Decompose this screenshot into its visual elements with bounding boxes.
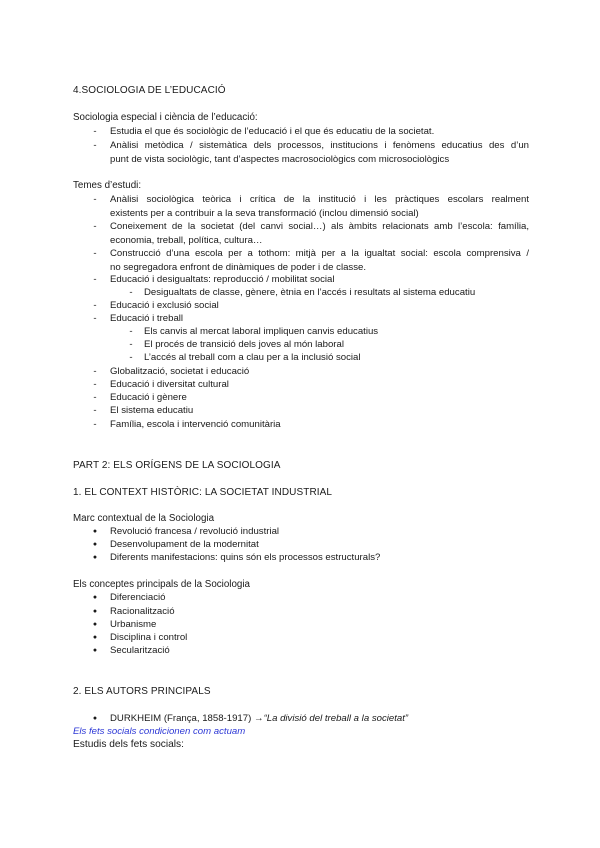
- bullet-marker: ●: [92, 634, 98, 641]
- list-item-text: Educació i diversitat cultural: [110, 379, 229, 390]
- list-item-text: Educació i gènere: [110, 392, 187, 403]
- bullet-marker: ●: [92, 594, 98, 601]
- dash-marker: -: [93, 248, 97, 259]
- bullet-marker: ●: [92, 621, 98, 628]
- bullet-marker: ●: [92, 715, 98, 722]
- section-subtitle: Sociologia especial i ciència de l’educació:: [73, 112, 258, 123]
- part-title: PART 2: ELS ORÍGENS DE LA SOCIOLOGIA: [73, 460, 281, 471]
- list-item-text: Secularització: [110, 645, 170, 656]
- dash-marker: -: [93, 221, 97, 232]
- dash-marker: -: [93, 419, 97, 430]
- list-item-text: Urbanisme: [110, 619, 157, 630]
- bullet-marker: ●: [92, 528, 98, 535]
- dash-marker: -: [93, 366, 97, 377]
- dash-marker: -: [93, 140, 97, 151]
- bullet-marker: ●: [92, 608, 98, 615]
- bullet-marker: ●: [92, 647, 98, 654]
- section-heading: 2. ELS AUTORS PRINCIPALS: [73, 686, 211, 697]
- dash-marker: -: [93, 405, 97, 416]
- list-item-text: Educació i desigualtats: reproducció / mobilitat social: [110, 274, 335, 285]
- author-name: DURKHEIM (França, 1858-1917): [110, 713, 252, 724]
- bullet-marker: ●: [92, 541, 98, 548]
- list-item-text: punt de vista sociològic, tant d’aspectes macrosociològics com microsociològics: [110, 154, 450, 165]
- sub-list-item-text: El procés de transició dels joves al món laboral: [144, 339, 344, 350]
- dash-marker: -: [93, 194, 97, 205]
- list-item-text: Construcció d’una escola per a tothom: mitjà per a la igualtat social: escola comprensiva /: [110, 248, 529, 259]
- marc-title: Marc contextual de la Sociologia: [73, 513, 215, 524]
- list-item-text: existents per a contribuir a la seva transformació (inclou dimensió social): [110, 208, 419, 219]
- list-item-text: economia, treball, política, cultura…: [110, 235, 263, 246]
- durkheim-line: [110, 712, 408, 725]
- dash-marker: -: [93, 300, 97, 311]
- dash-marker: -: [93, 392, 97, 403]
- conceptes-title: Els conceptes principals de la Sociologia: [73, 579, 250, 590]
- list-item-text: Anàlisi metòdica / sistemàtica dels processos, institucions i fenòmens educatius des d’un: [110, 140, 529, 151]
- dash-marker: -: [93, 379, 97, 390]
- list-item-text: Diferenciació: [110, 592, 166, 603]
- dash-marker: -: [93, 126, 97, 137]
- sub-list-item-text: Desigualtats de classe, gènere, ètnia en l’accés i resultats al sistema educatiu: [144, 287, 476, 298]
- list-item-text: Educació i exclusió social: [110, 300, 219, 311]
- temes-title: Temes d’estudi:: [73, 180, 142, 191]
- dash-marker: -: [129, 352, 133, 363]
- list-item-text: Globalització, societat i educació: [110, 366, 250, 377]
- blue-note: Els fets socials condicionen com actuam: [73, 726, 246, 737]
- list-item-text: Anàlisi sociològica teòrica i crítica de la institució i les pràctiques escolars realment: [110, 194, 529, 205]
- section-heading: 1. EL CONTEXT HISTÒRIC: LA SOCIETAT INDUSTRIAL: [73, 487, 333, 498]
- list-item-text: Coneixement de la societat (del canvi social…) als àmbits relacionats amb l’escola: família,: [110, 221, 529, 232]
- list-item-text: Disciplina i control: [110, 632, 188, 643]
- arrow-icon: →: [253, 713, 264, 724]
- dash-marker: -: [93, 274, 97, 285]
- list-item-text: El sistema educatiu: [110, 405, 194, 416]
- work-title: “La divisió del treball a la societat”: [263, 713, 409, 724]
- dash-marker: -: [129, 339, 133, 350]
- dash-marker: -: [129, 287, 133, 298]
- dash-marker: -: [129, 326, 133, 337]
- list-item-text: Desenvolupament de la modernitat: [110, 539, 259, 550]
- list-item-text: Revolució francesa / revolució industrial: [110, 526, 280, 537]
- list-item-text: no segregadora enfront de dinàmiques de poder i de classe.: [110, 262, 367, 273]
- estudis-title: Estudis dels fets socials:: [73, 739, 184, 750]
- list-item-text: Família, escola i intervenció comunitària: [110, 419, 281, 430]
- list-item-text: Estudia el que és sociològic de l’educació i el que és educatiu de la societat.: [110, 126, 435, 137]
- sub-list-item-text: L’accés al treball com a clau per a la inclusió social: [144, 352, 361, 363]
- dash-marker: -: [93, 313, 97, 324]
- sub-list-item-text: Els canvis al mercat laboral impliquen canvis educatius: [144, 326, 379, 337]
- section-title: 4.SOCIOLOGIA DE L’EDUCACIÓ: [73, 85, 226, 96]
- list-item-text: Educació i treball: [110, 313, 184, 324]
- bullet-marker: ●: [92, 554, 98, 561]
- list-item-text: Racionalització: [110, 606, 175, 617]
- list-item-text: Diferents manifestacions: quins són els processos estructurals?: [110, 552, 381, 563]
